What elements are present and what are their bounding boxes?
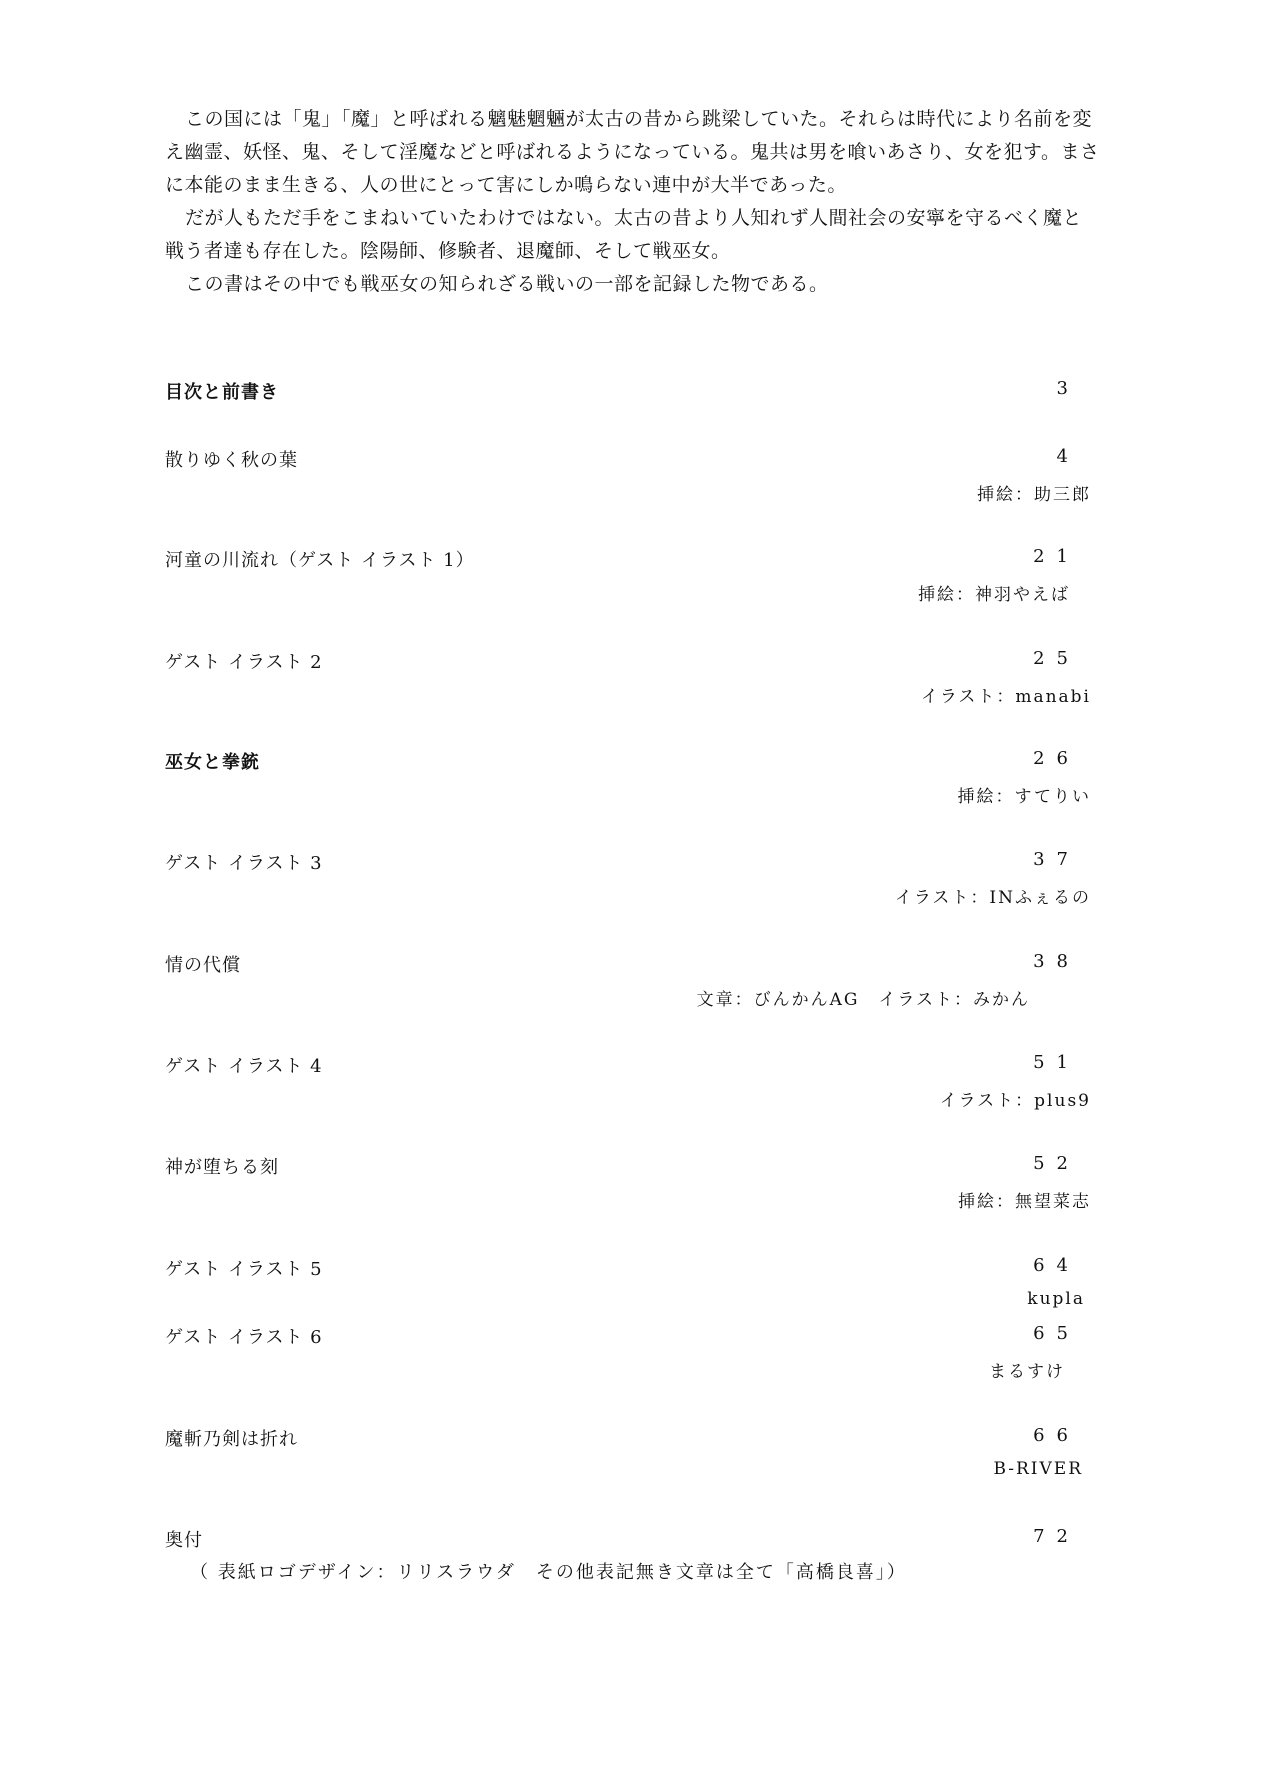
toc-credit: イラスト：manabi [920, 687, 1091, 707]
toc-credit: 文章：びんかんAG イラスト：みかん [696, 990, 1030, 1010]
toc-title: ゲスト イラスト 3 [165, 853, 323, 874]
footer-note: （ 表紙ロゴデザイン：リリスラウダ その他表記無き文章は全て「高橋良喜」） [190, 1562, 907, 1583]
toc-credit: kupla [1027, 1289, 1085, 1309]
toc-page-number: 72 [1033, 1526, 1080, 1547]
toc-title: 散りゆく秋の葉 [165, 450, 298, 471]
toc-page-number: 52 [1033, 1153, 1080, 1174]
intro-paragraph: この書はその中でも戦巫女の知られざる戦いの一部を記録した物である。 [185, 273, 829, 295]
toc-page-number: 65 [1033, 1323, 1080, 1344]
toc-title: ゲスト イラスト 6 [165, 1327, 323, 1348]
intro-paragraph: だが人もただ手をこまねいていたわけではない。太古の昔より人知れず人間社会の安寧を守るべく魔と戦う者達も存在した。陰陽師、修験者、退魔師、そして戦巫女。 [165, 207, 1083, 262]
toc-title: 神が堕ちる刻 [165, 1157, 279, 1178]
toc-title: ゲスト イラスト 2 [165, 652, 323, 673]
toc-credit: 挿絵：助三郎 [977, 485, 1091, 505]
toc-credit: イラスト：plus9 [939, 1091, 1091, 1111]
toc-title: ゲスト イラスト 4 [165, 1056, 323, 1077]
toc-credit: B-RIVER [993, 1459, 1083, 1479]
toc-credit: まるすけ [989, 1362, 1065, 1382]
toc-title: 情の代償 [165, 955, 241, 976]
toc-title: 巫女と拳銃 [165, 752, 260, 773]
toc-page-number: 4 [1056, 446, 1080, 467]
toc-credit: 挿絵：神羽やえば [918, 585, 1070, 605]
toc-page-number: 3 [1056, 378, 1080, 399]
toc-page-number: 64 [1033, 1255, 1080, 1276]
toc-title: 奥付 [165, 1530, 203, 1551]
toc-credit: 挿絵：すてりい [957, 787, 1091, 807]
toc-title: 目次と前書き [165, 382, 279, 403]
toc-page-number: 38 [1033, 951, 1080, 972]
toc-page-number: 37 [1033, 849, 1080, 870]
toc-page-number: 26 [1033, 748, 1080, 769]
toc-page-number: 21 [1033, 546, 1080, 567]
toc-title: 魔斬乃剣は折れ [165, 1429, 298, 1450]
toc-page-number: 66 [1033, 1425, 1080, 1446]
toc-title: ゲスト イラスト 5 [165, 1259, 323, 1280]
toc-title: 河童の川流れ（ゲスト イラスト 1） [165, 550, 475, 571]
toc-credit: 挿絵：無望菜志 [958, 1192, 1091, 1212]
toc-page-number: 51 [1033, 1052, 1080, 1073]
toc-page-number: 25 [1033, 648, 1080, 669]
intro-paragraph: この国には「鬼」「魔」と呼ばれる魑魅魍魎が太古の昔から跳梁していた。それらは時代により名前を変え幽霊、妖怪、鬼、そして淫魔などと呼ばれるようになっている。鬼共は男を喰いあさり、女を犯す。まさに本能のまま生きる、人の世にとって害にしか鳴らない連中が大半であった。 [165, 108, 1100, 196]
toc-credit: イラスト：INふぇるの [894, 888, 1091, 908]
